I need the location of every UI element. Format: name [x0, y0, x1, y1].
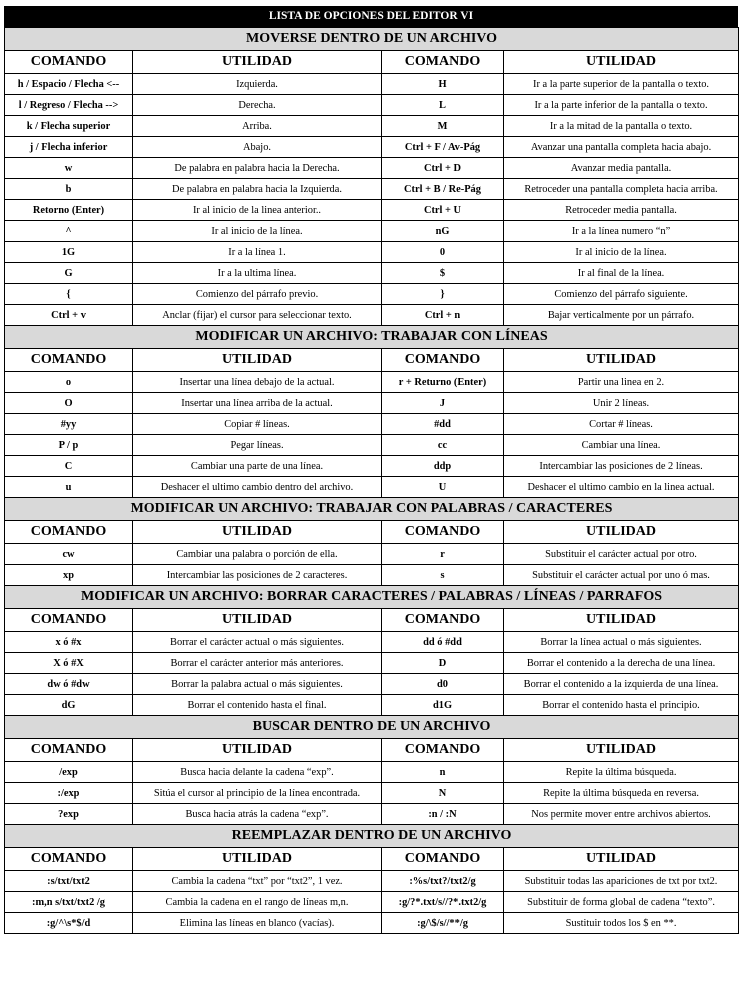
utility-cell: Anclar (fijar) el cursor para seleccionar texto.	[133, 305, 382, 326]
column-header-row	[5, 739, 739, 762]
command-cell: u	[5, 477, 133, 498]
utility-cell: Ir al inicio de la línea.	[504, 242, 739, 263]
utility-cell: Repite la última búsqueda.	[504, 762, 739, 783]
table-row	[5, 284, 739, 305]
command-column-header: COMANDO	[5, 848, 133, 871]
utility-cell: Ir a la parte superior de la pantalla o texto.	[504, 74, 739, 95]
table-row	[5, 544, 739, 565]
utility-cell: Borrar el contenido a la derecha de una línea.	[504, 653, 739, 674]
command-cell: P / p	[5, 435, 133, 456]
utility-cell: Borrar el contenido hasta el principio.	[504, 695, 739, 716]
command-cell: :g/^\s*$/d	[5, 913, 133, 934]
command-cell: ddp	[382, 456, 504, 477]
utility-cell: Ir a la ultima línea.	[133, 263, 382, 284]
command-cell: Ctrl + v	[5, 305, 133, 326]
utility-cell: Deshacer el ultimo cambio dentro del archivo.	[133, 477, 382, 498]
column-header-row	[5, 848, 739, 871]
utility-cell: Comienzo del párrafo previo.	[133, 284, 382, 305]
table-row	[5, 305, 739, 326]
command-table	[4, 27, 739, 934]
command-column-header: COMANDO	[5, 609, 133, 632]
utility-column-header: UTILIDAD	[133, 739, 382, 762]
command-cell: cc	[382, 435, 504, 456]
command-cell: #dd	[382, 414, 504, 435]
table-row	[5, 263, 739, 284]
utility-cell: Cambia la cadena en el rango de líneas m,n.	[133, 892, 382, 913]
section-title-row	[5, 28, 739, 51]
section-title: MOVERSE DENTRO DE UN ARCHIVO	[5, 28, 739, 51]
command-cell: w	[5, 158, 133, 179]
utility-cell: Retroceder media pantalla.	[504, 200, 739, 221]
column-header-row	[5, 51, 739, 74]
command-cell: 0	[382, 242, 504, 263]
command-column-header: COMANDO	[382, 521, 504, 544]
utility-cell: Intercambiar las posiciones de 2 líneas.	[504, 456, 739, 477]
command-cell: xp	[5, 565, 133, 586]
table-row	[5, 913, 739, 934]
command-cell: n	[382, 762, 504, 783]
table-row	[5, 871, 739, 892]
table-row	[5, 414, 739, 435]
table-row	[5, 221, 739, 242]
table-row	[5, 804, 739, 825]
utility-cell: Bajar verticalmente por un párrafo.	[504, 305, 739, 326]
table-row	[5, 393, 739, 414]
command-cell: Ctrl + D	[382, 158, 504, 179]
utility-column-header: UTILIDAD	[504, 848, 739, 871]
table-row	[5, 477, 739, 498]
utility-column-header: UTILIDAD	[133, 609, 382, 632]
utility-column-header: UTILIDAD	[133, 51, 382, 74]
utility-column-header: UTILIDAD	[504, 349, 739, 372]
utility-cell: Borrar el contenido hasta el final.	[133, 695, 382, 716]
command-cell: /exp	[5, 762, 133, 783]
command-cell: d1G	[382, 695, 504, 716]
table-row	[5, 456, 739, 477]
command-cell: Ctrl + F / Av-Pág	[382, 137, 504, 158]
utility-cell: Ir al final de la línea.	[504, 263, 739, 284]
section-title: MODIFICAR UN ARCHIVO: TRABAJAR CON LÍNEAS	[5, 326, 739, 349]
section-title-row	[5, 326, 739, 349]
table-row	[5, 892, 739, 913]
column-header-row	[5, 349, 739, 372]
utility-cell: Insertar una línea debajo de la actual.	[133, 372, 382, 393]
command-column-header: COMANDO	[382, 51, 504, 74]
table-row	[5, 674, 739, 695]
utility-cell: Deshacer el ultimo cambio en la linea actual.	[504, 477, 739, 498]
table-row	[5, 95, 739, 116]
command-cell: Ctrl + n	[382, 305, 504, 326]
command-cell: H	[382, 74, 504, 95]
section-title-row	[5, 586, 739, 609]
command-cell: :%s/txt?/txt2/g	[382, 871, 504, 892]
utility-cell: Sitúa el cursor al principio de la línea encontrada.	[133, 783, 382, 804]
command-cell: cw	[5, 544, 133, 565]
table-row	[5, 179, 739, 200]
utility-column-header: UTILIDAD	[133, 521, 382, 544]
utility-column-header: UTILIDAD	[133, 848, 382, 871]
command-cell: M	[382, 116, 504, 137]
section-title: REEMPLAZAR DENTRO DE UN ARCHIVO	[5, 825, 739, 848]
command-cell: b	[5, 179, 133, 200]
utility-cell: Substituir el carácter actual por otro.	[504, 544, 739, 565]
command-cell: nG	[382, 221, 504, 242]
command-cell: :/exp	[5, 783, 133, 804]
utility-cell: Izquierda.	[133, 74, 382, 95]
command-cell: r + Returno (Enter)	[382, 372, 504, 393]
utility-cell: Ir a la parte inferior de la pantalla o texto.	[504, 95, 739, 116]
utility-cell: Pegar líneas.	[133, 435, 382, 456]
utility-cell: Abajo.	[133, 137, 382, 158]
table-row	[5, 653, 739, 674]
utility-cell: Ir al inicio de la línea.	[133, 221, 382, 242]
table-row	[5, 74, 739, 95]
table-row	[5, 632, 739, 653]
utility-cell: Cambiar una palabra o porción de ella.	[133, 544, 382, 565]
command-cell: :s/txt/txt2	[5, 871, 133, 892]
command-cell: ^	[5, 221, 133, 242]
document-title: LISTA DE OPCIONES DEL EDITOR VI	[4, 6, 738, 27]
command-cell: dw ó #dw	[5, 674, 133, 695]
utility-column-header: UTILIDAD	[504, 521, 739, 544]
command-cell: d0	[382, 674, 504, 695]
utility-cell: Intercambiar las posiciones de 2 caracteres.	[133, 565, 382, 586]
section-title-row	[5, 498, 739, 521]
command-cell: G	[5, 263, 133, 284]
command-cell: :n / :N	[382, 804, 504, 825]
command-cell: :g/\$/s//**/g	[382, 913, 504, 934]
command-cell: L	[382, 95, 504, 116]
section-title: MODIFICAR UN ARCHIVO: BORRAR CARACTERES / PALABRAS / LÍNEAS / PARRAFOS	[5, 586, 739, 609]
table-row	[5, 116, 739, 137]
utility-cell: Avanzar una pantalla completa hacia abajo.	[504, 137, 739, 158]
command-cell: D	[382, 653, 504, 674]
command-cell: o	[5, 372, 133, 393]
command-cell: Ctrl + B / Re-Pág	[382, 179, 504, 200]
command-cell: :m,n s/txt/txt2 /g	[5, 892, 133, 913]
utility-cell: Cambiar una línea.	[504, 435, 739, 456]
command-column-header: COMANDO	[5, 349, 133, 372]
utility-cell: De palabra en palabra hacia la Derecha.	[133, 158, 382, 179]
utility-cell: Avanzar media pantalla.	[504, 158, 739, 179]
section-title: BUSCAR DENTRO DE UN ARCHIVO	[5, 716, 739, 739]
table-row	[5, 372, 739, 393]
table-row	[5, 242, 739, 263]
table-row	[5, 695, 739, 716]
utility-cell: Elimina las líneas en blanco (vacías).	[133, 913, 382, 934]
section-title: MODIFICAR UN ARCHIVO: TRABAJAR CON PALABRAS / CARACTERES	[5, 498, 739, 521]
utility-cell: Unir 2 líneas.	[504, 393, 739, 414]
section-title-row	[5, 716, 739, 739]
utility-cell: Comienzo del párrafo siguiente.	[504, 284, 739, 305]
command-cell: O	[5, 393, 133, 414]
table-row	[5, 565, 739, 586]
command-cell: N	[382, 783, 504, 804]
utility-cell: Borrar la palabra actual o más siguientes.	[133, 674, 382, 695]
utility-cell: Substituir de forma global de cadena “texto”.	[504, 892, 739, 913]
utility-cell: Insertar una línea arriba de la actual.	[133, 393, 382, 414]
command-column-header: COMANDO	[5, 521, 133, 544]
command-cell: $	[382, 263, 504, 284]
command-cell: U	[382, 477, 504, 498]
utility-cell: Arriba.	[133, 116, 382, 137]
utility-cell: Busca hacia atrás la cadena “exp”.	[133, 804, 382, 825]
column-header-row	[5, 521, 739, 544]
command-cell: x ó #x	[5, 632, 133, 653]
utility-cell: Copiar # líneas.	[133, 414, 382, 435]
command-cell: ?exp	[5, 804, 133, 825]
command-cell: X ó #X	[5, 653, 133, 674]
command-column-header: COMANDO	[5, 739, 133, 762]
utility-cell: Sustituir todos los $ en **.	[504, 913, 739, 934]
table-row	[5, 762, 739, 783]
command-cell: Ctrl + U	[382, 200, 504, 221]
utility-cell: Ir a la mitad de la pantalla o texto.	[504, 116, 739, 137]
vi-reference-sheet	[4, 6, 738, 934]
utility-column-header: UTILIDAD	[133, 349, 382, 372]
utility-cell: De palabra en palabra hacia la Izquierda.	[133, 179, 382, 200]
utility-cell: Borrar el contenido a la izquierda de una línea.	[504, 674, 739, 695]
utility-cell: Ir a la línea numero “n”	[504, 221, 739, 242]
column-header-row	[5, 609, 739, 632]
utility-cell: Ir al inicio de la linea anterior..	[133, 200, 382, 221]
command-cell: J	[382, 393, 504, 414]
command-cell: :g/?*.txt/s//?*.txt2/g	[382, 892, 504, 913]
utility-cell: Cortar # líneas.	[504, 414, 739, 435]
command-cell: dG	[5, 695, 133, 716]
utility-cell: Cambiar una parte de una línea.	[133, 456, 382, 477]
command-column-header: COMANDO	[382, 609, 504, 632]
command-cell: j / Flecha inferior	[5, 137, 133, 158]
command-cell: r	[382, 544, 504, 565]
utility-cell: Retroceder una pantalla completa hacia arriba.	[504, 179, 739, 200]
table-row	[5, 200, 739, 221]
table-row	[5, 137, 739, 158]
utility-cell: Substituir el carácter actual por uno ó mas.	[504, 565, 739, 586]
utility-cell: Ir a la línea 1.	[133, 242, 382, 263]
utility-cell: Partir una linea en 2.	[504, 372, 739, 393]
command-cell: s	[382, 565, 504, 586]
command-cell: k / Flecha superior	[5, 116, 133, 137]
command-cell: }	[382, 284, 504, 305]
command-column-header: COMANDO	[382, 739, 504, 762]
table-row	[5, 783, 739, 804]
utility-cell: Borrar la línea actual o más siguientes.	[504, 632, 739, 653]
table-row	[5, 435, 739, 456]
utility-column-header: UTILIDAD	[504, 609, 739, 632]
command-column-header: COMANDO	[5, 51, 133, 74]
utility-cell: Derecha.	[133, 95, 382, 116]
utility-column-header: UTILIDAD	[504, 51, 739, 74]
utility-column-header: UTILIDAD	[504, 739, 739, 762]
command-column-header: COMANDO	[382, 349, 504, 372]
utility-cell: Busca hacia delante la cadena “exp”.	[133, 762, 382, 783]
utility-cell: Repite la última búsqueda en reversa.	[504, 783, 739, 804]
command-column-header: COMANDO	[382, 848, 504, 871]
command-cell: 1G	[5, 242, 133, 263]
utility-cell: Borrar el carácter actual o más siguientes.	[133, 632, 382, 653]
command-cell: #yy	[5, 414, 133, 435]
command-cell: l / Regreso / Flecha -->	[5, 95, 133, 116]
command-cell: Retorno (Enter)	[5, 200, 133, 221]
command-cell: dd ó #dd	[382, 632, 504, 653]
command-cell: h / Espacio / Flecha <--	[5, 74, 133, 95]
table-row	[5, 158, 739, 179]
command-cell: {	[5, 284, 133, 305]
section-title-row	[5, 825, 739, 848]
utility-cell: Nos permite mover entre archivos abiertos.	[504, 804, 739, 825]
utility-cell: Borrar el carácter anterior más anteriores.	[133, 653, 382, 674]
utility-cell: Cambia la cadena “txt” por “txt2”, 1 vez.	[133, 871, 382, 892]
utility-cell: Substituir todas las apariciones de txt por txt2.	[504, 871, 739, 892]
command-cell: C	[5, 456, 133, 477]
